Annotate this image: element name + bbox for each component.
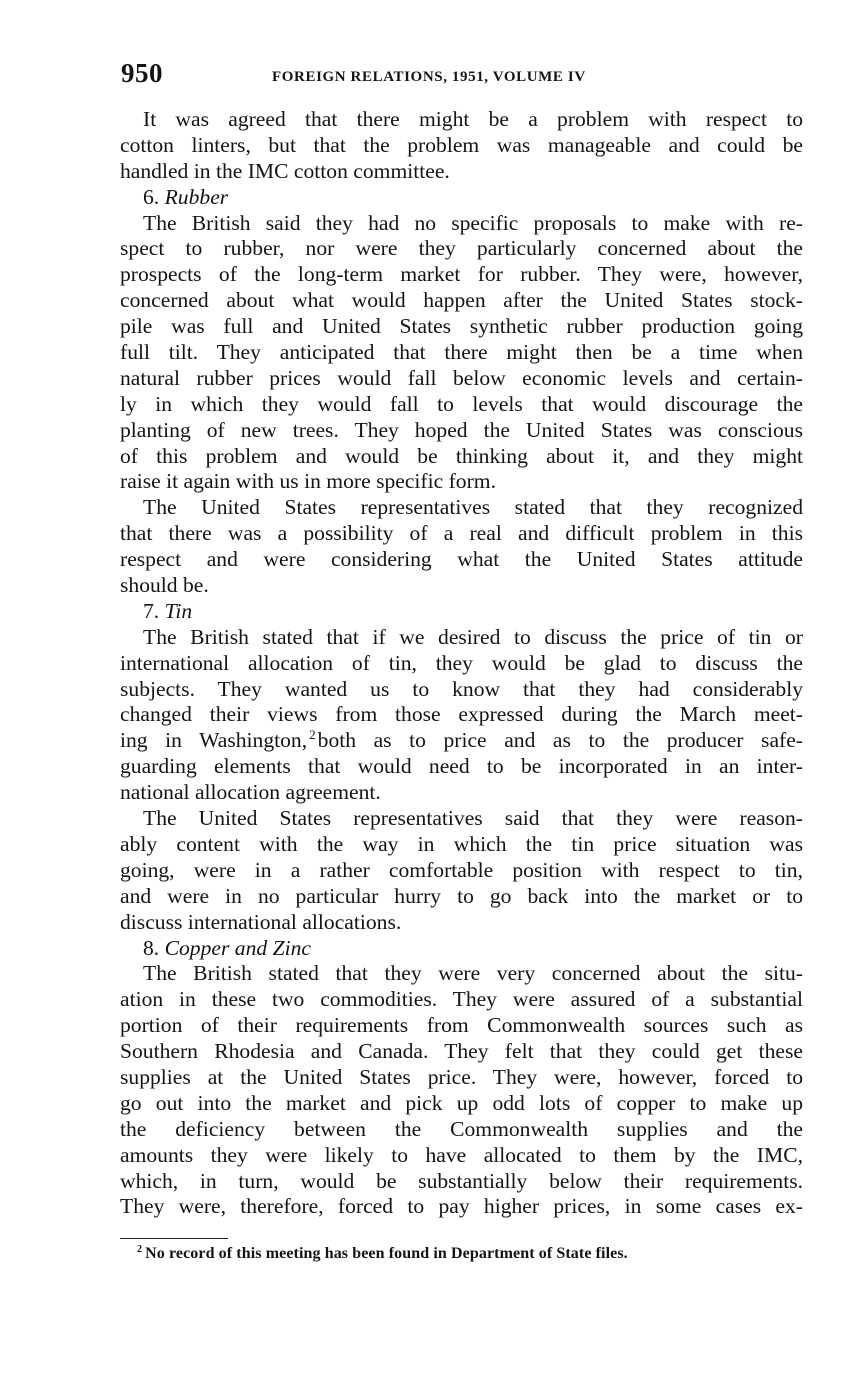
- section-number: 7.: [143, 598, 160, 623]
- text-line: national allocation agreement.: [120, 780, 381, 805]
- text-line: natural rubber prices would fall below economic levels and certain-: [120, 365, 803, 390]
- text-line: ation in these two commodities. They were assured of a substantial: [120, 987, 803, 1012]
- footnote: [137, 1245, 628, 1263]
- page-header: [121, 58, 761, 94]
- text-line: the deficiency between the Commonwealth supplies and the: [120, 1116, 803, 1141]
- text-fragment: both as to price and as to the producer safe-: [317, 728, 803, 753]
- text-line: go out into the market and pick up odd lots of copper to make up: [120, 1090, 803, 1115]
- section-title: Copper and Zinc: [164, 935, 311, 960]
- footnote-divider: [120, 1238, 228, 1239]
- text-line: full tilt. They anticipated that there might then be a time when: [120, 340, 803, 365]
- text-line: ably content with the way in which the tin price situation was: [120, 831, 803, 856]
- text-line: discuss international allocations.: [120, 909, 402, 934]
- running-head: FOREIGN RELATIONS, 1951, VOLUME IV: [272, 69, 586, 85]
- text-line: guarding elements that would need to be incorporated in an inter-: [120, 754, 803, 779]
- text-line: subjects. They wanted us to know that they had considerably: [120, 676, 803, 701]
- section-title: Tin: [164, 598, 193, 623]
- text-line: amounts they were likely to have allocated to them by the IMC,: [120, 1142, 803, 1167]
- text-line: that there was a possibility of a real and difficult problem in this: [120, 521, 803, 546]
- text-line: The British stated that they were very concerned about the situ-: [143, 961, 803, 986]
- body-text: [120, 107, 803, 1220]
- text-line: international allocation of tin, they would be glad to discuss the: [120, 650, 803, 675]
- section-heading-tin: [120, 599, 803, 625]
- text-line: portion of their requirements from Commonwealth sources such as: [120, 1013, 803, 1038]
- text-fragment: ing in Washington,: [120, 728, 308, 753]
- section-heading-copper-zinc: [120, 936, 803, 962]
- page-number: 950: [121, 58, 163, 88]
- text-line: and were in no particular hurry to go back into the market or to: [120, 883, 803, 908]
- section-number: 8.: [143, 935, 160, 960]
- text-line: planting of new trees. They hoped the United States was conscious: [120, 417, 803, 442]
- section-title: Rubber: [164, 184, 229, 209]
- footnote-reference[interactable]: 2: [309, 727, 316, 743]
- text-line: It was agreed that there might be a problem with respect to: [143, 107, 803, 131]
- text-line: respect and were considering what the United States attitude: [120, 547, 803, 572]
- text-line: of this problem and would be thinking about it, and they might: [120, 443, 803, 468]
- text-line: cotton linters, but that the problem was manageable and could be: [120, 132, 803, 157]
- section-heading-rubber: [120, 185, 803, 211]
- footnote-text: No record of this meeting has been found in Department of State files.: [145, 1245, 628, 1262]
- text-line: pile was full and United States synthetic rubber production going: [120, 314, 803, 339]
- text-line: ly in which they would fall to levels that would discourage the: [120, 391, 803, 416]
- text-line: The United States representatives said that they were reason-: [143, 806, 803, 831]
- text-line: The United States representatives stated that they recognized: [143, 495, 803, 520]
- footnote-marker: 2: [137, 1244, 143, 1255]
- text-line: They were, therefore, forced to pay higher prices, in some cases ex-: [120, 1194, 803, 1219]
- text-line: which, in turn, would be substantially below their requirements.: [120, 1168, 803, 1193]
- text-line: The British stated that if we desired to discuss the price of tin or: [143, 624, 803, 649]
- text-line: Southern Rhodesia and Canada. They felt that they could get these: [120, 1039, 803, 1064]
- text-line: should be.: [120, 573, 209, 598]
- text-line: changed their views from those expressed during the March meet-: [120, 702, 803, 727]
- text-line-with-footnote: [120, 728, 803, 754]
- text-line: concerned about what would happen after the United States stock-: [120, 288, 803, 313]
- text-line: raise it again with us in more specific form.: [120, 469, 496, 494]
- text-line: handled in the IMC cotton committee.: [120, 158, 450, 183]
- section-number: 6.: [143, 184, 160, 209]
- text-line: supplies at the United States price. They were, however, forced to: [120, 1064, 803, 1089]
- text-line: The British said they had no specific proposals to make with re-: [143, 210, 803, 235]
- text-line: spect to rubber, nor were they particularly concerned about the: [120, 236, 803, 261]
- text-line: going, were in a rather comfortable position with respect to tin,: [120, 857, 803, 882]
- text-line: prospects of the long-term market for rubber. They were, however,: [120, 262, 803, 287]
